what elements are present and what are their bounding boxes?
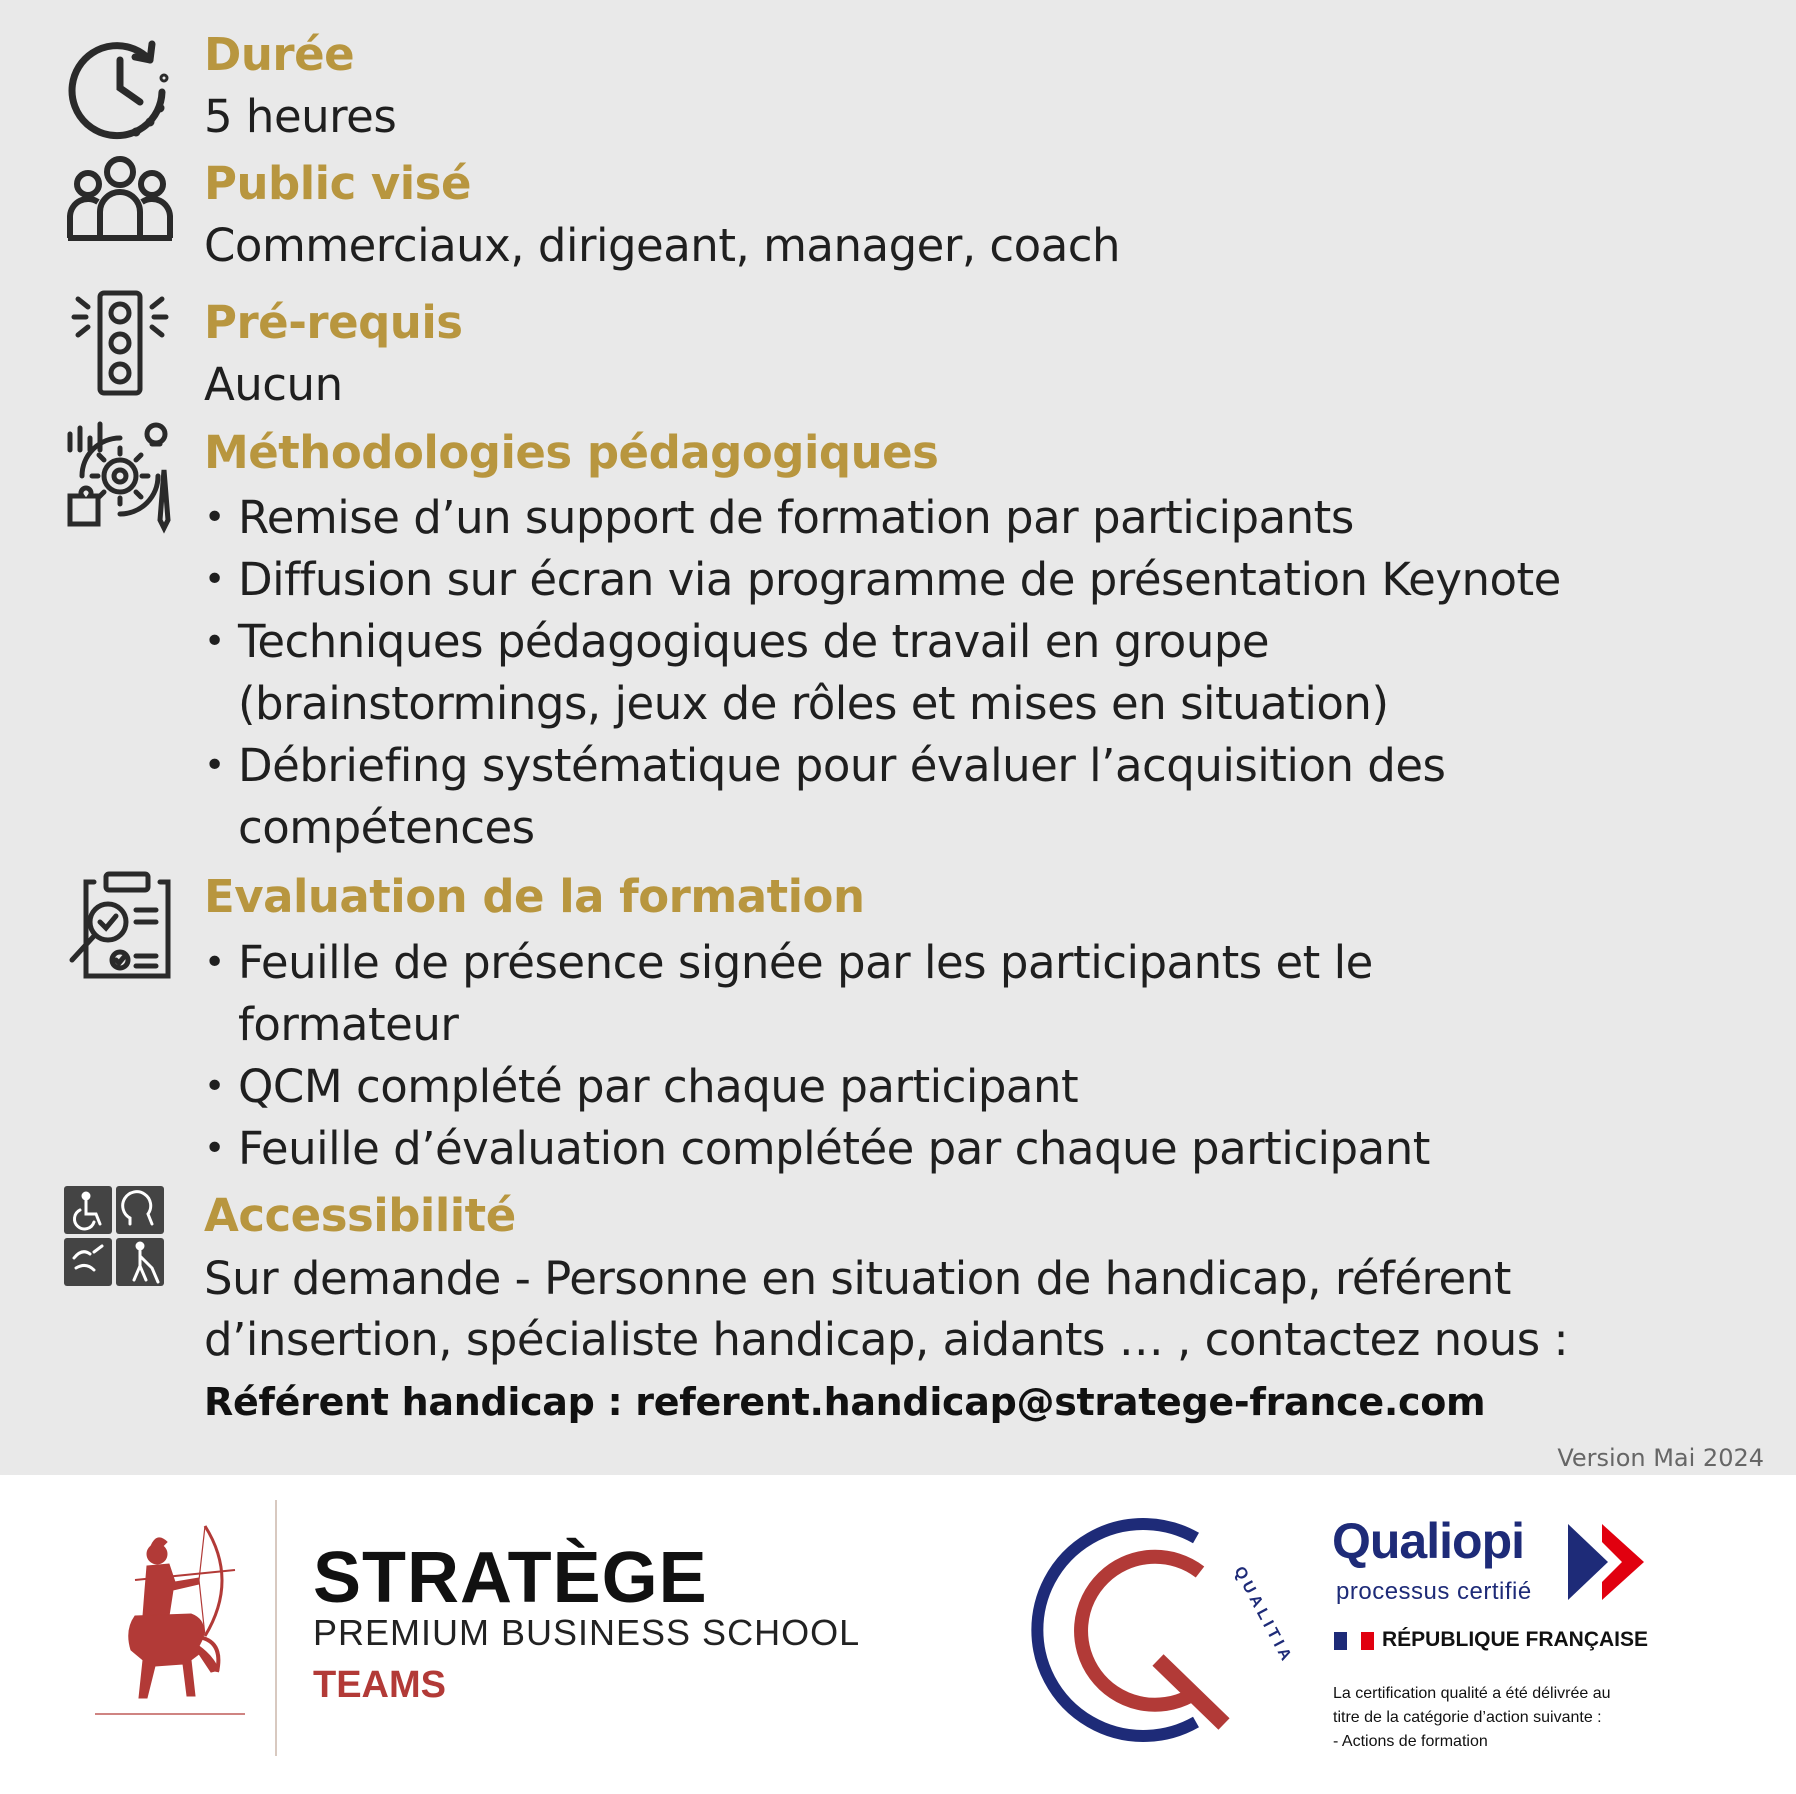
certification-note-line: La certification qualité a été délivrée au [1333,1685,1611,1702]
qualiopi-title: Qualiopi [1332,1513,1524,1569]
referent-handicap-contact: Référent handicap : referent.handicap@stratege-france.com [204,1380,1486,1424]
section-title-prerequis: Pré-requis [204,296,463,349]
clipboard-check-icon [64,870,176,982]
qualitia-label: QUALITIA [1230,1563,1296,1667]
footer-divider [275,1500,277,1756]
accessibilite-line-2: d’insertion, spécialiste handicap, aidants … , contactez nous : [204,1313,1569,1366]
version-label: Version Mai 2024 [1557,1444,1764,1472]
centaur-archer-logo [95,1520,245,1720]
republique-francaise-label: RÉPUBLIQUE FRANÇAISE [1382,1628,1649,1651]
qualiopi-subtitle: processus certifié [1336,1578,1532,1605]
certification-note [1333,1682,1611,1754]
section-title-duree: Durée [204,28,355,81]
brand-subtitle: PREMIUM BUSINESS SCHOOL [313,1612,861,1653]
section-text-duree: 5 heures [204,90,397,143]
traffic-light-icon [64,287,176,399]
qualiopi-arrows-icon [1566,1522,1646,1602]
list-item: • Techniques pédagogiques de travail en groupe (brainstormings, jeux de rôles et mises en situation) [204,611,1538,735]
section-title-evaluation: Evaluation de la formation [204,870,865,923]
section-text-prerequis: Aucun [204,358,343,411]
methodology-icon [64,420,176,532]
list-item: • QCM complété par chaque participant [204,1056,1604,1118]
list-item: • Débriefing systématique pour évaluer l’acquisition des compétences [204,735,1618,859]
list-item: • Remise d’un support de formation par participants [204,487,1764,549]
section-title-public: Public visé [204,157,471,210]
section-title-accessibilite: Accessibilité [204,1189,516,1242]
clock-icon [64,30,176,142]
accessibilite-line-1: Sur demande - Personne en situation de handicap, référent [204,1252,1511,1305]
certification-note-line: - Actions de formation [1333,1733,1488,1750]
list-item: • Diffusion sur écran via programme de présentation Keynote [204,549,1764,611]
evaluation-list [204,932,1604,1180]
section-title-methodologies: Méthodologies pédagogiques [204,426,939,479]
brand-tag: TEAMS [313,1664,446,1706]
brand-name: STRATÈGE [313,1538,708,1618]
group-icon [64,150,176,262]
accessibility-icons [64,1186,166,1288]
qualitia-logo [1050,1510,1296,1750]
french-flag-icon [1334,1632,1374,1650]
section-text-public: Commerciaux, dirigeant, manager, coach [204,219,1121,272]
methodologies-list [204,487,1764,859]
certification-note-line: titre de la catégorie d’action suivante : [1333,1709,1602,1726]
list-item: • Feuille de présence signée par les participants et le formateur [204,932,1538,1056]
list-item: • Feuille d’évaluation complétée par chaque participant [204,1118,1604,1180]
